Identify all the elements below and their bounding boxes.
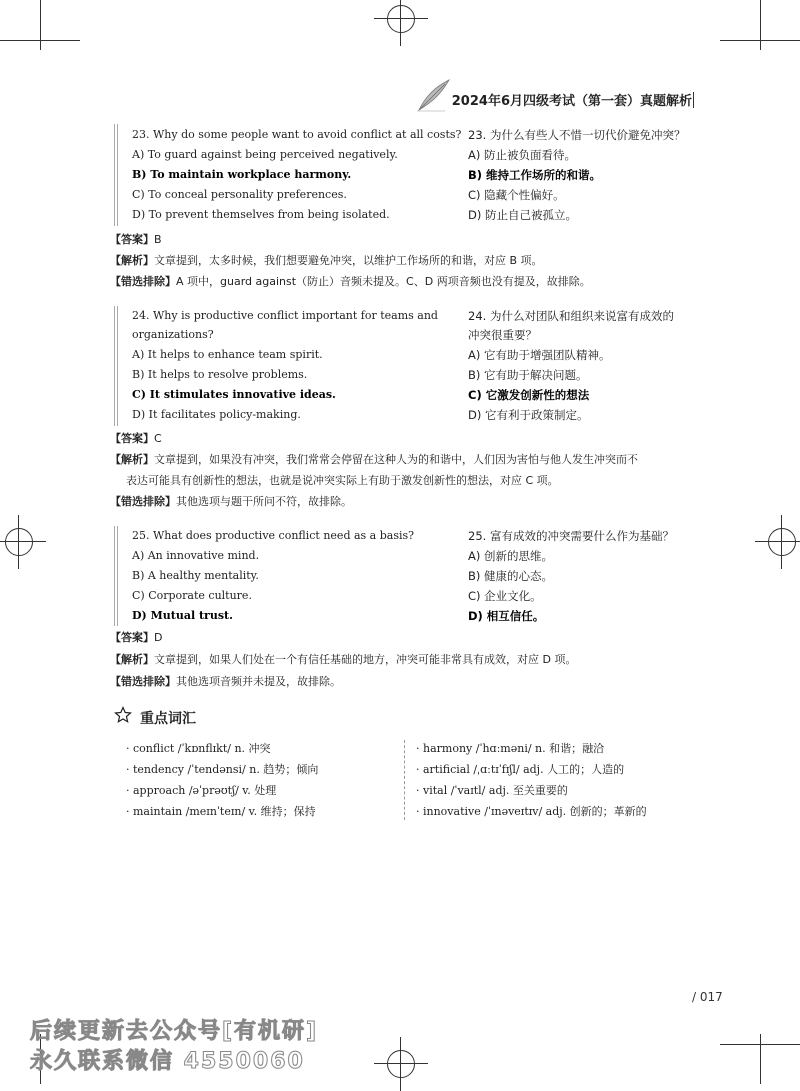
vocab-item: · tendency /ˈtendənsi/ n. 趋势；倾向	[126, 763, 319, 776]
question-block-23	[114, 124, 718, 226]
vocab-item: · innovative /ˈɪnəveɪtɪv/ adj. 创新的；革新的	[416, 805, 647, 818]
analysis-text-cont: 表达可能具有创新性的想法，也就是说冲突实际上有助于激发创新性的想法，对应 C 项。	[126, 474, 559, 487]
question-block-25	[114, 526, 718, 626]
crop-mark	[760, 1034, 761, 1084]
answer-value: B	[154, 233, 162, 246]
option-d: D) It facilitates policy-making.	[132, 408, 301, 421]
option-b-zh: B) 维持工作场所的和谐。	[468, 168, 602, 182]
crop-mark	[760, 0, 761, 50]
answer-line	[110, 233, 162, 247]
analysis-line-cont	[126, 474, 559, 488]
analysis-tag: 【解析】	[110, 254, 154, 267]
answer-value: D	[154, 631, 163, 644]
option-a: A) It helps to enhance team spirit.	[132, 348, 323, 361]
vocab-title: 重点词汇	[140, 711, 196, 727]
watermark-line-1: 后续更新去公众号[有机研]	[30, 1019, 319, 1044]
option-b: B) A healthy mentality.	[132, 569, 259, 582]
crop-mark	[720, 40, 800, 41]
question-text: 25. What does productive conflict need as a basis?	[132, 529, 415, 542]
crop-mark	[0, 40, 80, 41]
answer-line	[110, 432, 162, 446]
option-a: A) An innovative mind.	[132, 549, 260, 562]
analysis-tag: 【解析】	[110, 453, 154, 466]
crop-mark	[720, 1044, 800, 1045]
question-text-cont: organizations?	[132, 328, 214, 341]
exclusion-tag: 【错选排除】	[110, 495, 176, 508]
option-a-zh: A) 创新的思维。	[468, 549, 554, 563]
option-d-zh: D) 它有利于政策制定。	[468, 408, 589, 422]
option-b: B) It helps to resolve problems.	[132, 368, 308, 381]
vocab-list-left	[126, 740, 318, 824]
exclusion-text: A 项中，guard against（防止）音频未提及。C、D 两项音频也没有提及，故排除。	[176, 275, 591, 288]
registration-mark	[768, 528, 796, 556]
option-b: B) To maintain workplace harmony.	[132, 168, 352, 181]
registration-mark	[387, 5, 415, 33]
registration-mark	[387, 1050, 415, 1078]
exclusion-line	[110, 275, 591, 289]
answer-value: C	[154, 432, 162, 445]
option-d: D) To prevent themselves from being isolated.	[132, 208, 390, 221]
vocab-item: · vital /ˈvaɪtl/ adj. 至关重要的	[416, 784, 568, 797]
analysis-tag: 【解析】	[110, 653, 154, 666]
vocab-divider	[404, 740, 405, 820]
vocab-item: · approach /əˈprəʊtʃ/ v. 处理	[126, 784, 277, 797]
analysis-text: 文章提到，如果没有冲突，我们常常会停留在这种人为的和谐中，人们因为害怕与他人发生冲突而不	[154, 453, 638, 466]
header-divider	[693, 92, 694, 108]
option-b-zh: B) 它有助于解决问题。	[468, 368, 588, 382]
option-c: C) It stimulates innovative ideas.	[132, 388, 336, 401]
option-a: A) To guard against being perceived negatively.	[132, 148, 398, 161]
exclusion-text: 其他选项音频并未提及，故排除。	[176, 675, 341, 688]
option-b-zh: B) 健康的心态。	[468, 569, 554, 583]
exclusion-tag: 【错选排除】	[110, 275, 176, 288]
option-c-zh: C) 隐藏个性偏好。	[468, 188, 565, 202]
vocab-item: · conflict /ˈkɒnflɪkt/ n. 冲突	[126, 742, 271, 755]
option-d-zh: D) 相互信任。	[468, 609, 545, 623]
page-number: / 017	[692, 990, 723, 1004]
registration-mark	[5, 528, 33, 556]
question-text-zh: 25. 富有成效的冲突需要什么作为基础？	[468, 529, 674, 543]
option-c: C) Corporate culture.	[132, 589, 252, 602]
answer-tag: 【答案】	[110, 432, 154, 445]
analysis-line	[110, 453, 638, 467]
option-c-zh: C) 企业文化。	[468, 589, 542, 603]
option-d: D) Mutual trust.	[132, 609, 233, 622]
exclusion-line	[110, 495, 352, 509]
vocab-list-right	[416, 740, 647, 824]
vocab-item: · maintain /meɪnˈteɪn/ v. 维持；保持	[126, 805, 316, 818]
option-c: C) To conceal personality preferences.	[132, 188, 347, 201]
question-text-zh-cont: 冲突很重要？	[468, 328, 537, 342]
option-a-zh: A) 它有助于增强团队精神。	[468, 348, 611, 362]
question-text: 23. Why do some people want to avoid conflict at all costs?	[132, 128, 462, 141]
crop-mark	[40, 0, 41, 50]
feather-icon	[415, 78, 451, 112]
analysis-line	[110, 653, 576, 667]
question-text-zh: 24. 为什么对团队和组织来说富有成效的	[468, 309, 674, 323]
answer-tag: 【答案】	[110, 631, 154, 644]
exclusion-line	[110, 675, 341, 689]
question-text: 24. Why is productive conflict important for teams and	[132, 309, 438, 322]
option-a-zh: A) 防止被负面看待。	[468, 148, 577, 162]
question-text-zh: 23. 为什么有些人不惜一切代价避免冲突？	[468, 128, 686, 142]
exclusion-text: 其他选项与题干所问不符，故排除。	[176, 495, 352, 508]
option-c-zh: C) 它激发创新性的想法	[468, 388, 590, 402]
analysis-line	[110, 254, 543, 268]
analysis-text: 文章提到，太多时候，我们想要避免冲突，以维护工作场所的和谐，对应 B 项。	[154, 254, 543, 267]
option-d-zh: D) 防止自己被孤立。	[468, 208, 577, 222]
watermark-line-2: 永久联系微信 4550060	[30, 1049, 305, 1074]
analysis-text: 文章提到，如果人们处在一个有信任基础的地方，冲突可能非常具有成效，对应 D 项。	[154, 653, 577, 666]
answer-line	[110, 631, 162, 645]
question-block-24	[114, 306, 718, 426]
exclusion-tag: 【错选排除】	[110, 675, 176, 688]
answer-tag: 【答案】	[110, 233, 154, 246]
vocab-item: · artificial /ˌɑːtɪˈfɪʃl/ adj. 人工的；人造的	[416, 763, 625, 776]
vocab-item: · harmony /ˈhɑːməni/ n. 和谐；融洽	[416, 742, 605, 755]
header-title: 2024年6月四级考试（第一套）真题解析	[451, 94, 692, 109]
star-icon	[114, 706, 132, 724]
